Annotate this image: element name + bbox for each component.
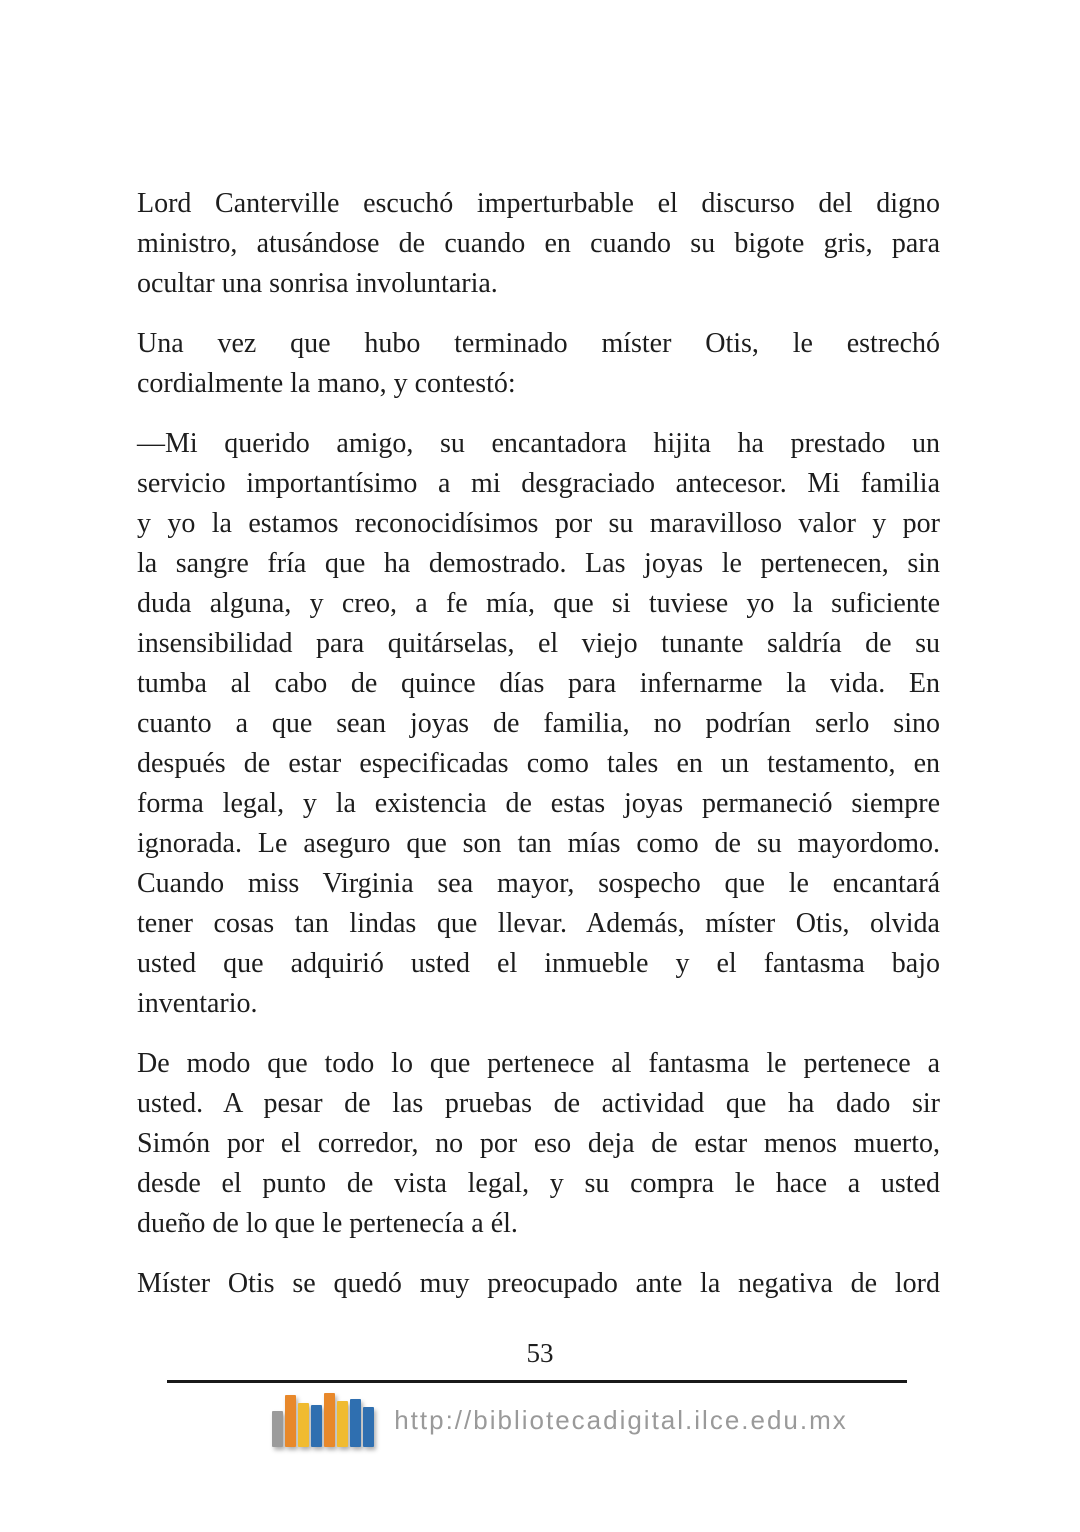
text-line: inventario. [137, 988, 258, 1019]
text-line: y yo la estamos reconocidísimos por su maravilloso valor y por [137, 508, 940, 539]
paragraph [137, 1264, 940, 1304]
page-number: 53 [526, 1338, 554, 1368]
text-line: servicio importantísimo a mi desgraciado antecesor. Mi familia [137, 468, 940, 499]
text-line: ministro, atusándose de cuando en cuando su bigote gris, para [137, 228, 940, 259]
library-url: http://bibliotecadigital.ilce.edu.mx [394, 1404, 848, 1435]
book-spine-bar [298, 1403, 309, 1447]
text-line: Cuando miss Virginia sea mayor, sospecho que le encantará [137, 868, 940, 899]
book-spine-bar [324, 1393, 335, 1447]
text-line: Lord Canterville escuchó imperturbable el discurso del digno [137, 188, 940, 219]
footer-brand [18, 1390, 1080, 1450]
text-line: ignorada. Le aseguro que son tan mías como de su mayordomo. [137, 828, 940, 859]
text-line: Una vez que hubo terminado míster Otis, le estrechó [137, 328, 940, 359]
text-line: insensibilidad para quitárselas, el viejo tunante saldría de su [137, 628, 940, 659]
text-line: dueño de lo que le pertenecía a él. [137, 1208, 518, 1239]
text-line: De modo que todo lo que pertenece al fantasma le pertenece a [137, 1048, 940, 1079]
text-line: después de estar especificadas como tales en un testamento, en [137, 748, 940, 779]
text-line: usted. A pesar de las pruebas de actividad que ha dado sir [137, 1088, 940, 1119]
page-footer [0, 1336, 1080, 1516]
paragraph [137, 184, 940, 304]
text-line: la sangre fría que ha demostrado. Las joyas le pertenecen, sin [137, 548, 940, 579]
text-line: cordialmente la mano, y contestó: [137, 368, 516, 399]
text-line: —Mi querido amigo, su encantadora hijita ha prestado un [137, 428, 940, 459]
text-line: cuanto a que sean joyas de familia, no podrían serlo sino [137, 708, 940, 739]
paragraph [137, 1044, 940, 1244]
text-line: usted que adquirió usted el inmueble y el fantasma bajo [137, 948, 940, 979]
text-line: forma legal, y la existencia de estas joyas permaneció siempre [137, 788, 940, 819]
books-logo-icon [268, 1390, 378, 1450]
book-spine-bar [272, 1411, 283, 1447]
body-text [137, 184, 940, 1324]
book-spine-bar [337, 1401, 348, 1447]
paragraph [137, 324, 940, 404]
book-spine-bar [363, 1407, 374, 1447]
text-line: tener cosas tan lindas que llevar. Además, míster Otis, olvida [137, 908, 940, 939]
text-line: Simón por el corredor, no por eso deja de estar menos muerto, [137, 1128, 940, 1159]
footer-divider [167, 1380, 907, 1383]
text-line: Míster Otis se quedó muy preocupado ante la negativa de lord [137, 1268, 940, 1299]
book-spine-bar [311, 1405, 322, 1447]
text-line: tumba al cabo de quince días para infernarme la vida. En [137, 668, 940, 699]
paragraph [137, 424, 940, 1024]
text-line: ocultar una sonrisa involuntaria. [137, 268, 498, 299]
text-line: desde el punto de vista legal, y su compra le hace a usted [137, 1168, 940, 1199]
text-line: duda alguna, y creo, a fe mía, que si tuviese yo la suficiente [137, 588, 940, 619]
book-spine-bar [350, 1399, 361, 1447]
book-spine-bar [285, 1395, 296, 1447]
